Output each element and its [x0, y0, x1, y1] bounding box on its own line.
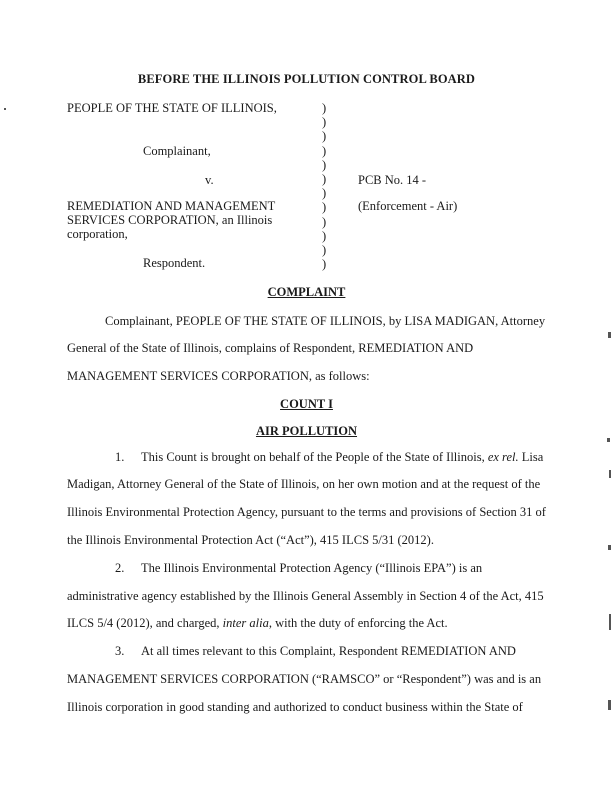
paragraph-1-text: This Count is brought on behalf of the People of the State of Illinois, [141, 450, 488, 464]
scan-artifact [608, 700, 611, 710]
paragraph-2-italic: inter alia [222, 616, 269, 630]
paragraph-2-first-line: The Illinois Environmental Protection Agency (“Illinois EPA”) is an [141, 561, 483, 575]
intro-line1: Complainant, PEOPLE OF THE STATE OF ILLINOIS, by LISA MADIGAN, Attorney [105, 314, 546, 328]
paren: ) [322, 172, 327, 187]
scan-artifact [609, 470, 611, 478]
paren: ) [322, 101, 327, 115]
paragraph-2-text-end: , with the duty of enforcing the Act. [268, 616, 448, 630]
board-title: BEFORE THE ILLINOIS POLLUTION CONTROL BOARD [137, 72, 476, 86]
paragraph-number: 1. [115, 450, 125, 464]
paren: ) [322, 129, 327, 144]
paren: ) [322, 143, 327, 158]
paragraph-number: 3. [115, 644, 125, 658]
paragraph-3-line: Illinois corporation in good standing and authorized to conduct business within the State of [67, 700, 523, 714]
paragraph-1-line: the Illinois Environmental Protection Act (“Act”), 415 ILCS 5/31 (2012). [67, 533, 434, 547]
paren: ) [322, 243, 327, 258]
case-type: (Enforcement - Air) [358, 199, 458, 213]
scan-artifact [607, 438, 610, 442]
paren: ) [322, 228, 327, 243]
paren: ) [322, 257, 327, 272]
paragraph-1-line: Illinois Environmental Protection Agency, pursuant to the terms and provisions of Section 31 of [67, 505, 546, 519]
versus-label: v. [205, 173, 214, 187]
defendant-name-line2: SERVICES CORPORATION, an Illinois [67, 213, 273, 227]
intro-line3: MANAGEMENT SERVICES CORPORATION, as follows: [67, 369, 370, 383]
count-title: COUNT I [280, 397, 333, 411]
paren: ) [322, 214, 327, 229]
scan-artifact [4, 108, 6, 110]
count-subtitle: AIR POLLUTION [255, 424, 358, 438]
plaintiff-role: Complainant, [143, 144, 211, 158]
plaintiff-name: PEOPLE OF THE STATE OF ILLINOIS, [67, 101, 277, 115]
scan-artifact [608, 545, 611, 550]
defendant-role: Respondent. [143, 256, 206, 270]
caption-divider [322, 101, 326, 271]
paragraph-3-line: MANAGEMENT SERVICES CORPORATION (“RAMSCO” or “Respondent”) was and is an [67, 672, 542, 686]
case-number: PCB No. 14 - [358, 173, 427, 187]
defendant-name-line3: corporation, [67, 227, 128, 241]
paren: ) [322, 200, 327, 215]
paragraph-1-italic: ex rel. [487, 450, 519, 464]
paragraph-1-line: Madigan, Attorney General of the State of Illinois, on her own motion and at the request of the [67, 477, 541, 491]
paragraph-3-first-line: At all times relevant to this Complaint, Respondent REMEDIATION AND [141, 644, 516, 658]
paragraph-number: 2. [115, 561, 125, 575]
scan-artifact [608, 332, 611, 338]
paren: ) [322, 115, 327, 130]
scan-artifact [609, 614, 611, 630]
paragraph-1-first-line [141, 450, 543, 465]
paren: ) [322, 186, 327, 201]
paragraph-2-text: ILCS 5/4 (2012), and charged, [67, 616, 223, 630]
paragraph-2-line: administrative agency established by the Illinois General Assembly in Section 4 of the Act, 415 [67, 589, 544, 603]
paragraph-2-line [67, 616, 448, 631]
paren: ) [322, 157, 327, 172]
paragraph-1-text-end: Lisa [518, 450, 544, 464]
intro-line2: General of the State of Illinois, complains of Respondent, REMEDIATION AND [67, 341, 474, 355]
complaint-title: COMPLAINT [267, 285, 346, 299]
defendant-name-line1: REMEDIATION AND MANAGEMENT [67, 199, 276, 213]
